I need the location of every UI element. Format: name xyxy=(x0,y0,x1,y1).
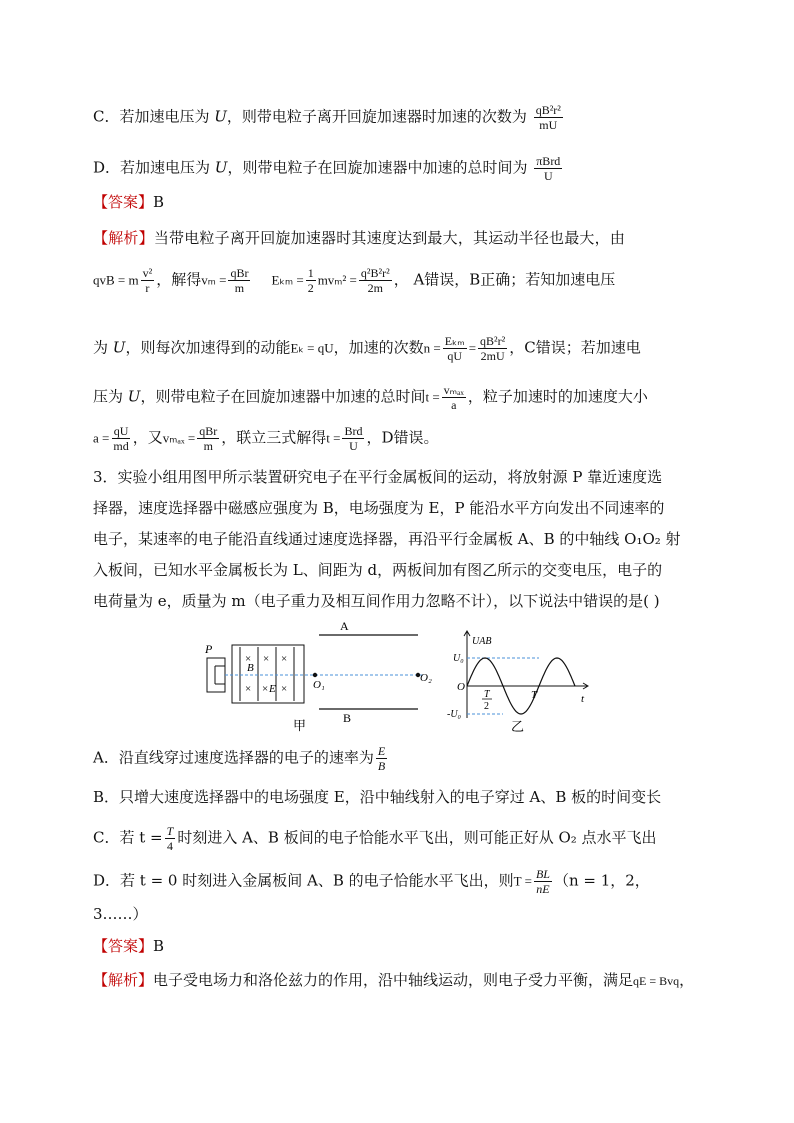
label-plate-a: A xyxy=(340,619,349,633)
q3-line-4: 入板间，已知水平金属板长为 L、间距为 d，两板间加有图乙所示的交变电压，电子的 xyxy=(93,561,663,579)
answer-1: 【答案】B xyxy=(93,193,165,211)
q3-line-5: 电荷量为 e，质量为 m（电子重力及相互间作用力忽略不计），以下说法中错误的是( ) xyxy=(93,592,660,610)
label-neg-u0: -U₀ xyxy=(447,709,462,720)
point-o1 xyxy=(313,673,317,677)
caption-yi: 乙 xyxy=(511,719,525,734)
label-p: P xyxy=(205,642,213,656)
explain-1-line-1: 【解析】当带电粒子离开回旋加速器时其速度达到最大，其运动半径也最大，由 xyxy=(93,229,626,247)
label-o1: O₁ xyxy=(313,679,325,691)
q3-option-a: A．沿直线穿过速度选择器的电子的速率为 $\frac{E}{B}$ xyxy=(93,744,386,773)
label-t-axis: t xyxy=(581,693,585,705)
q3-line-2: 择器，速度选择器中磁感应强度为 B，电场强度为 E，P 能沿水平方向发出不同速率的 xyxy=(93,499,665,517)
q3-option-d-cont: 3……） xyxy=(93,905,148,923)
label-plate-b: B xyxy=(343,711,352,725)
label-uab: UAB xyxy=(472,636,492,647)
q3-option-b: B．只增大速度选择器中的电场强度 E，沿中轴线射入的电子穿过 A、B 板的时间变长 xyxy=(93,788,662,806)
figure-yi xyxy=(447,631,588,734)
label-t-half-num: T xyxy=(484,689,490,700)
b-field-cross: × xyxy=(245,683,252,695)
q3-option-c: C．若 t = $\frac{T}{4}$ 时刻进入 A、B 板间的电子恰能水平飞出，则可能正好从 O₂ 点水平飞出 xyxy=(93,824,657,853)
figure-jia xyxy=(204,619,432,733)
label-t-period: T xyxy=(531,689,538,701)
b-field-cross: × xyxy=(262,683,269,695)
label-b-field: B xyxy=(247,662,254,674)
answer-2: 【答案】B xyxy=(93,937,165,955)
caption-jia: 甲 xyxy=(293,718,307,733)
explain-1-line-4: 压为 U，则带电粒子在回旋加速器中加速的总时间t = $\frac{\text{vₘₐₓ}}{a}$ ，粒子加速时的加速度大小 xyxy=(93,383,648,412)
label-o: O xyxy=(457,681,465,693)
b-field-cross: × xyxy=(281,683,288,695)
fraction: $\frac{\text{πBrd}}{U}$ xyxy=(536,154,561,183)
option-d-prev: D．若加速电压为 U，则带电粒子在回旋加速器中加速的总时间为 $\frac{\text{πBrd}}{U}$ xyxy=(93,154,561,183)
b-field-cross: × xyxy=(281,653,288,665)
label-t-half-den: 2 xyxy=(484,701,489,712)
label-o2: O₂ xyxy=(420,672,432,684)
explain-1-line-2: qvB = m $\frac{\text{v²}}{r}$ ，解得vₘ = $\frac{\text{qBr}}{m}$ Eₖₘ = $\frac{1}{2}$ mvₘ² = $\frac{\text{q²B²r²}}{2m}$ ， A错误，B正确；若知加速电压 xyxy=(93,266,616,295)
q3-option-d: D．若 t = 0 时刻进入金属板间 A、B 的电子恰能水平飞出，则T = $\frac{BL}{nE}$ （n = 1，2， xyxy=(93,867,650,896)
label-u0: U₀ xyxy=(453,653,464,664)
q3-line-1: 3．实验小组用图甲所示装置研究电子在平行金属板间的运动，将放射源 P 靠近速度选 xyxy=(93,468,663,486)
explain-2: 【解析】电子受电场力和洛伦兹力的作用，沿中轴线运动，则电子受力平衡，满足qE = Bvq， xyxy=(93,971,695,989)
explain-1-line-3: 为 U，则每次加速得到的动能Eₖ = qU，加速的次数n = $\frac{\text{Eₖₘ}}{qU}$ = $\frac{\text{qB²r²}}{2mU}$ ，C错误；若加速电 xyxy=(93,334,641,363)
explain-1-line-5: a = $\frac{qU}{md}$ ，又vₘₐₓ = $\frac{\text{qBr}}{m}$ ，联立三式解得t = $\frac{\text{Brd}}{U}$ ，D错误。 xyxy=(93,424,439,453)
source-p xyxy=(207,658,225,692)
apparatus-figure xyxy=(195,618,605,743)
b-field-cross: × xyxy=(245,653,252,665)
option-c-prev: C．若加速电压为 U，则带电粒子离开回旋加速器时加速的次数为 $\frac{\text{qB²r²}}{mU}$ xyxy=(93,103,561,132)
fraction: $\frac{\text{qB²r²}}{mU}$ xyxy=(535,103,561,132)
b-field-cross: × xyxy=(263,653,270,665)
label-e-field: E xyxy=(269,683,276,695)
q3-line-3: 电子，某速率的电子能沿直线通过速度选择器，再沿平行金属板 A、B 的中轴线 O₁O₂ 射 xyxy=(93,530,681,548)
